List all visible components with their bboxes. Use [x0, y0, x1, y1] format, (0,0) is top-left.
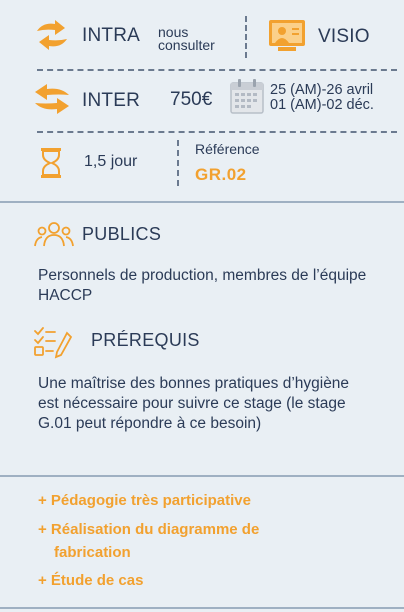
visio-presenter-icon [268, 19, 306, 58]
inter-dates-line1: 25 (AM)-26 avril [270, 82, 374, 98]
intra-arrows-icon [33, 20, 71, 55]
intra-note-line1: nous [158, 24, 189, 40]
inter-dates-line2: 01 (AM)-02 déc. [270, 97, 374, 113]
prerequis-heading: PRÉREQUIS [91, 330, 200, 350]
intra-label: INTRA [82, 25, 140, 46]
publics-text: Personnels de production, membres de l’équipe HACCP [38, 267, 367, 304]
highlight-item-2-continued: fabrication [54, 544, 131, 561]
inter-price: 750€ [170, 89, 213, 110]
publics-heading: PUBLICS [82, 224, 162, 244]
section-separator-3 [0, 607, 404, 609]
highlight-item-2: + Réalisation du diagramme de [38, 521, 260, 538]
divider-dashed-2 [37, 131, 397, 133]
divider-vertical-2 [177, 140, 179, 186]
highlight-item-3: + Étude de cas [38, 572, 144, 589]
intra-note-line2: consulter [158, 37, 215, 53]
section-separator-1 [0, 201, 404, 203]
divider-dashed-1 [37, 69, 397, 71]
reference-code: GR.02 [195, 165, 247, 184]
hourglass-icon [40, 147, 62, 184]
divider-vertical-1 [245, 16, 247, 58]
reference-label: Référence [195, 141, 260, 157]
checklist-pen-icon [33, 327, 73, 364]
people-group-icon [34, 221, 74, 252]
visio-label: VISIO [318, 26, 370, 47]
duration-value: 1,5 jour [84, 153, 138, 170]
calendar-icon [230, 78, 264, 119]
highlight-item-1: + Pédagogie très participative [38, 492, 251, 509]
inter-arrows-icon [33, 84, 71, 119]
prerequis-text: Une maîtrise des bonnes pratiques d’hygiène est nécessaire pour suivre ce stage (le stage G.01 peut répondre à ce besoin) [38, 375, 350, 432]
inter-label: INTER [82, 90, 140, 111]
section-separator-2 [0, 475, 404, 477]
